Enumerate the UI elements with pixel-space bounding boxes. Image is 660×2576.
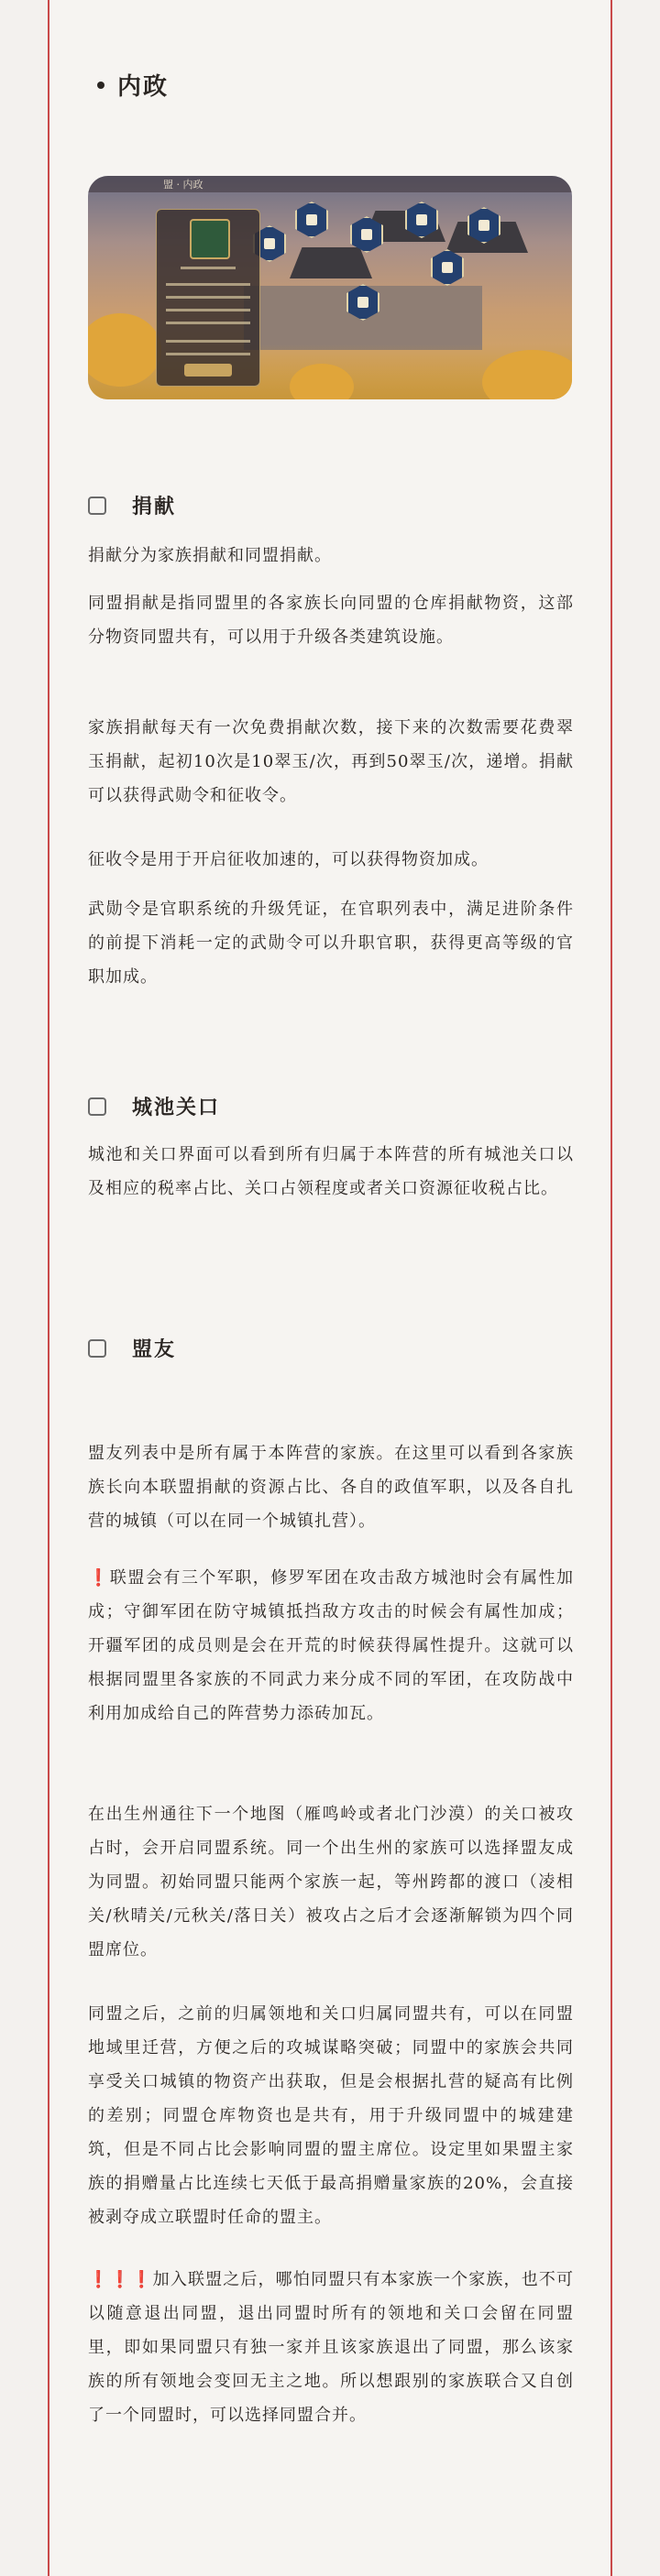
panel-button-shape bbox=[184, 364, 232, 377]
section-ally-title: 盟友 bbox=[132, 1337, 177, 1361]
checkbox-icon bbox=[88, 1339, 106, 1358]
paragraph: 同盟捐献是指同盟里的各家族长向同盟的仓库捐献物资，这部分物资同盟共有，可以用于升级各类建筑设施。 bbox=[88, 594, 574, 647]
margin-rule-left bbox=[48, 0, 50, 2576]
paragraph-text: 加入联盟之后，哪怕同盟只有本家族一个家族，也不可以随意退出同盟，退出同盟时所有的领地和关口会留在同盟里，即如果同盟只有独一家并且该家族退出了同盟，那么该家族的所有领地会变回无主之地。所以想跟别的家族联合又自创了一个同盟时，可以选择同盟合并。 bbox=[88, 2270, 574, 2425]
main-heading bbox=[97, 68, 169, 102]
paragraph: 城池和关口界面可以看到所有归属于本阵营的所有城池关口以及相应的税率占比、关口占领程度或者关口资源征收税占比。 bbox=[88, 1145, 574, 1198]
panel-line bbox=[166, 296, 250, 299]
screenshot-topbar bbox=[88, 176, 572, 192]
bullet-dot-icon bbox=[97, 82, 104, 89]
paragraph bbox=[88, 1561, 574, 1730]
paragraph: 同盟之后，之前的归属领地和关口归属同盟共有，可以在同盟地域里迁营，方便之后的攻城谋略突破；同盟中的家族会共同享受关口城镇的物资产出获取，但是会根据扎营的疑高有比例的差别；同盟仓库物资也是共有，用于升级同盟中的城建建筑，但是不同占比会影响同盟的盟主席位。设定里如果盟主家族的捐赠量占比连续七天低于最高捐赠量家族的20%，会直接被剥夺成立联盟时任命的盟主。 bbox=[88, 2004, 574, 2227]
panel-line bbox=[166, 353, 250, 355]
building-marker-icon bbox=[295, 202, 328, 238]
warning-mark-icon: ❗❗❗ bbox=[88, 2270, 153, 2289]
section-donation-title: 捐献 bbox=[132, 495, 177, 518]
paragraph: 征收令是用于开启征收加速的，可以获得物资加成。 bbox=[88, 850, 489, 869]
alliance-info-panel bbox=[156, 209, 260, 387]
section-city-heading bbox=[88, 1092, 220, 1120]
alliance-emblem-icon bbox=[190, 219, 230, 259]
section-donation-heading bbox=[88, 491, 176, 519]
paragraph: 盟友列表中是所有属于本阵营的家族。在这里可以看到各家族族长向本联盟捐献的资源占比、各自的政值军职，以及各自扎营的城镇（可以在同一个城镇扎营）。 bbox=[88, 1444, 574, 1531]
panel-line bbox=[166, 322, 250, 324]
paragraph: 在出生州通往下一个地图（雁鸣岭或者北门沙漠）的关口被攻占时，会开启同盟系统。同一个出生州的家族可以选择盟友成为同盟。初始同盟只能两个家族一起，等州跨都的渡口（凌相关/秋晴关/元秋关/落日关）被攻占之后才会逐渐解锁为四个同盟席位。 bbox=[88, 1805, 574, 1959]
building-marker-icon bbox=[431, 249, 464, 286]
panel-line bbox=[166, 340, 250, 343]
building-roof-icon bbox=[290, 247, 372, 278]
warning-mark-icon: ❗ bbox=[88, 1568, 110, 1588]
section-city-title: 城池关口 bbox=[132, 1096, 221, 1119]
panel-line bbox=[181, 267, 236, 269]
margin-rule-right bbox=[610, 0, 612, 2576]
checkbox-icon bbox=[88, 497, 106, 515]
checkbox-icon bbox=[88, 1097, 106, 1116]
paragraph-text: 联盟会有三个军职，修罗军团在攻击敌方城池时会有属性加成；守御军团在防守城镇抵挡敌方攻击的时候会有属性加成；开疆军团的成员则是会在开荒的时候获得属性提升。这就可以根据同盟里各家族的不同武力来分成不同的军团，在攻防战中利用加成给自己的阵营势力添砖加瓦。 bbox=[88, 1568, 574, 1723]
paragraph: 武勋令是官职系统的升级凭证，在官职列表中，满足进阶条件的前提下消耗一定的武勋令可以升职官职，获得更高等级的官职加成。 bbox=[88, 900, 574, 987]
panel-line bbox=[166, 283, 250, 286]
section-ally-heading bbox=[88, 1334, 176, 1362]
main-heading-title: 内政 bbox=[117, 73, 170, 101]
paragraph: 家族捐献每天有一次免费捐献次数，接下来的次数需要花费翠玉捐献，起初10次是10翠玉/次，再到50翠玉/次，递增。捐献可以获得武勋令和征收令。 bbox=[88, 718, 574, 805]
paragraph bbox=[88, 2263, 574, 2432]
paragraph: 捐献分为家族捐献和同盟捐献。 bbox=[88, 546, 332, 565]
screenshot-topbar-text: 盟 · 内政 bbox=[163, 179, 204, 191]
panel-line bbox=[166, 309, 250, 311]
game-screenshot-illustration bbox=[88, 176, 572, 399]
